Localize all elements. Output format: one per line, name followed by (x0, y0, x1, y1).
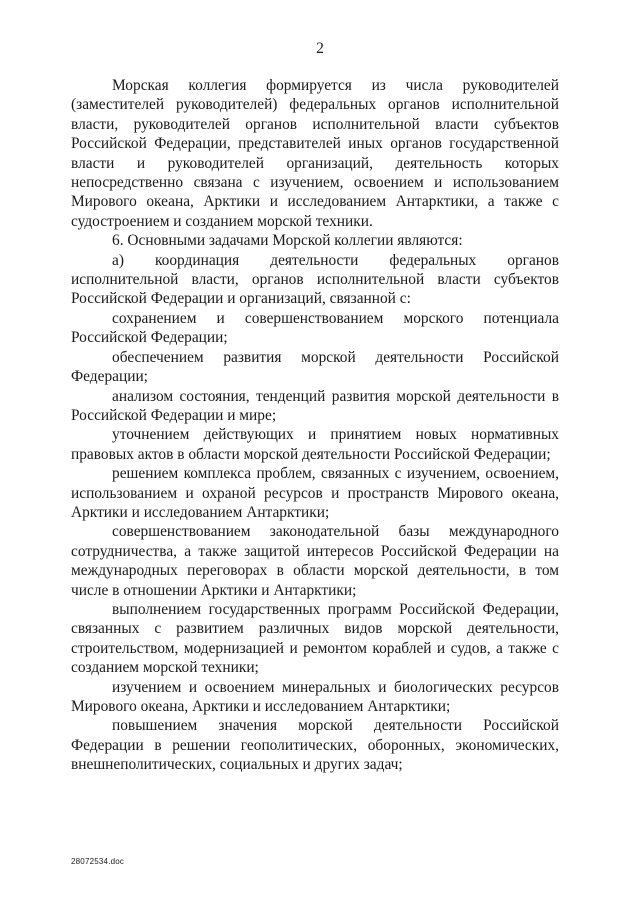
paragraph-international: совершенствованием законодательной базы международного сотрудничества, а также защитой интересов Российской Федерации на международных переговорах в области морской деятельности, в том числе в отношении Арктики и Антарктики; (71, 523, 559, 599)
paragraph-state-programs: выполнением государственных программ Российской Федерации, связанных с развитием различных видов морской деятельности, строительством, модернизацией и ремонтом кораблей и судов, а также с созданием морской техники; (71, 600, 559, 677)
paragraph-analysis: анализом состояния, тенденций развития морской деятельности в Российской Федерации и мире; (71, 387, 559, 424)
paragraph-potential: сохранением и совершенствованием морского потенциала Российской Федерации; (71, 309, 559, 347)
page-number: 2 (316, 40, 324, 57)
document-body (71, 76, 559, 775)
paragraph-coordination: а) координация деятельности федеральных органов исполнительной власти, органов исполнительной власти субъектов Российской Федерации и организаций, связанной с: (71, 251, 559, 308)
paragraph-minerals: изучением и освоением минеральных и биологических ресурсов Мирового океана, Арктики и исследованием Антарктики; (71, 678, 559, 715)
paragraph-significance: повышением значения морской деятельности Российской Федерации в решении геополитических, оборонных, экономических, внешнеполитических, социальных и других задач; (71, 717, 559, 774)
paragraph-tasks-heading: 6. Основными задачами Морской коллегии являются: (112, 232, 463, 250)
paragraph-composition: Морская коллегия формируется из числа руководителей (заместителей руководителей) федеральных органов исполнительной власти, руководителей органов исполнительной власти субъектов Российской Федерации, представителей иных органов государственной власти и руководителей организаций, деятельность которых непосредственно связана с изучением, освоением и использованием Мирового океана, Арктики и исследованием Антарктики, а также с судостроением и созданием морской техники. (71, 77, 559, 230)
paragraph-development: обеспечением развития морской деятельности Российской Федерации; (71, 348, 559, 386)
paragraph-resources: решением комплекса проблем, связанных с изучением, освоением, использованием и охраной ресурсов и пространств Мирового океана, Арктики и исследованием Антарктики; (71, 465, 559, 521)
paragraph-legal-acts: уточнением действующих и принятием новых нормативных правовых актов в области морской деятельности Российской Федерации; (71, 426, 559, 463)
footer-file-code: 28072534.doc (71, 857, 125, 866)
